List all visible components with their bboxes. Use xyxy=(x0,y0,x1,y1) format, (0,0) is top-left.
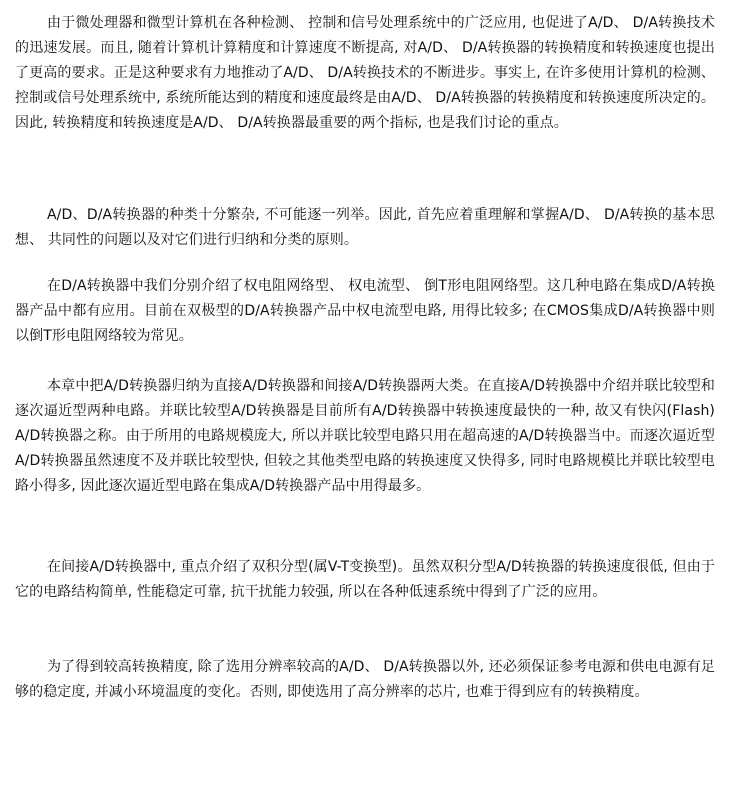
paragraph-1: 由于微处理器和微型计算机在各种检测、 控制和信号处理系统中的广泛应用, 也促进了A/D、 D/A转换技术的迅速发展。而且, 随着计算机计算精度和计算速度不断提高, 对A/D、 D/A转换器的转换精度和转换速度也提出了更高的要求。正是这种要求有力地推动了A/D、 D/A转换技术的不断进步。事实上, 在许多使用计算机的检测、 控制或信号处理系统中, 系统所能达到的精度和速度最终是由A/D、 D/A转换器的转换精度和转换速度所决定的。因此, 转换精度和转换速度是A/D、 D/A转换器最重要的两个指标, 也是我们讨论的重点。 xyxy=(15,15,715,131)
paragraph-6: 为了得到较高转换精度, 除了选用分辨率较高的A/D、 D/A转换器以外, 还必须保证参考电源和供电电源有足够的稳定度, 并减小环境温度的变化。否则, 即使选用了高分辨率的芯片, 也难于得到应有的转换精度。 xyxy=(15,659,715,700)
paragraph-3: 在D/A转换器中我们分别介绍了权电阻网络型、 权电流型、 倒T形电阻网络型。这几种电路在集成D/A转换器产品中都有应用。目前在双极型的D/A转换器产品中权电流型电路, 用得比较多; 在CMOS集成D/A转换器中则以倒T形电阻网络较为常见。 xyxy=(15,278,715,344)
paragraph-2: A/D、D/A转换器的种类十分繁杂, 不可能逐一列举。因此, 首先应着重理解和掌握A/D、 D/A转换的基本思想、 共同性的问题以及对它们进行归纳和分类的原则。 xyxy=(15,207,715,248)
paragraph-4: 本章中把A/D转换器归纳为直接A/D转换器和间接A/D转换器两大类。在直接A/D转换器中介绍并联比较型和逐次逼近型两种电路。并联比较型A/D转换器是目前所有A/D转换器中转换速度最快的一种, 故又有快闪(Flash)A/D转换器之称。由于所用的电路规模庞大, 所以并联比较型电路只用在超高速的A/D转换器当中。而逐次逼近型A/D转换器虽然速度不及并联比较型快, 但较之其他类型电路的转换速度又快得多, 同时电路规模比并联比较型电路小得多, 因此逐次逼近型电路在集成A/D转换器产品中用得最多。 xyxy=(15,378,715,494)
paragraph-5: 在间接A/D转换器中, 重点介绍了双积分型(属V-T变换型)。虽然双积分型A/D转换器的转换速度很低, 但由于它的电路结构简单, 性能稳定可靠, 抗干扰能力较强, 所以在各种低速系统中得到了广泛的应用。 xyxy=(15,559,715,600)
